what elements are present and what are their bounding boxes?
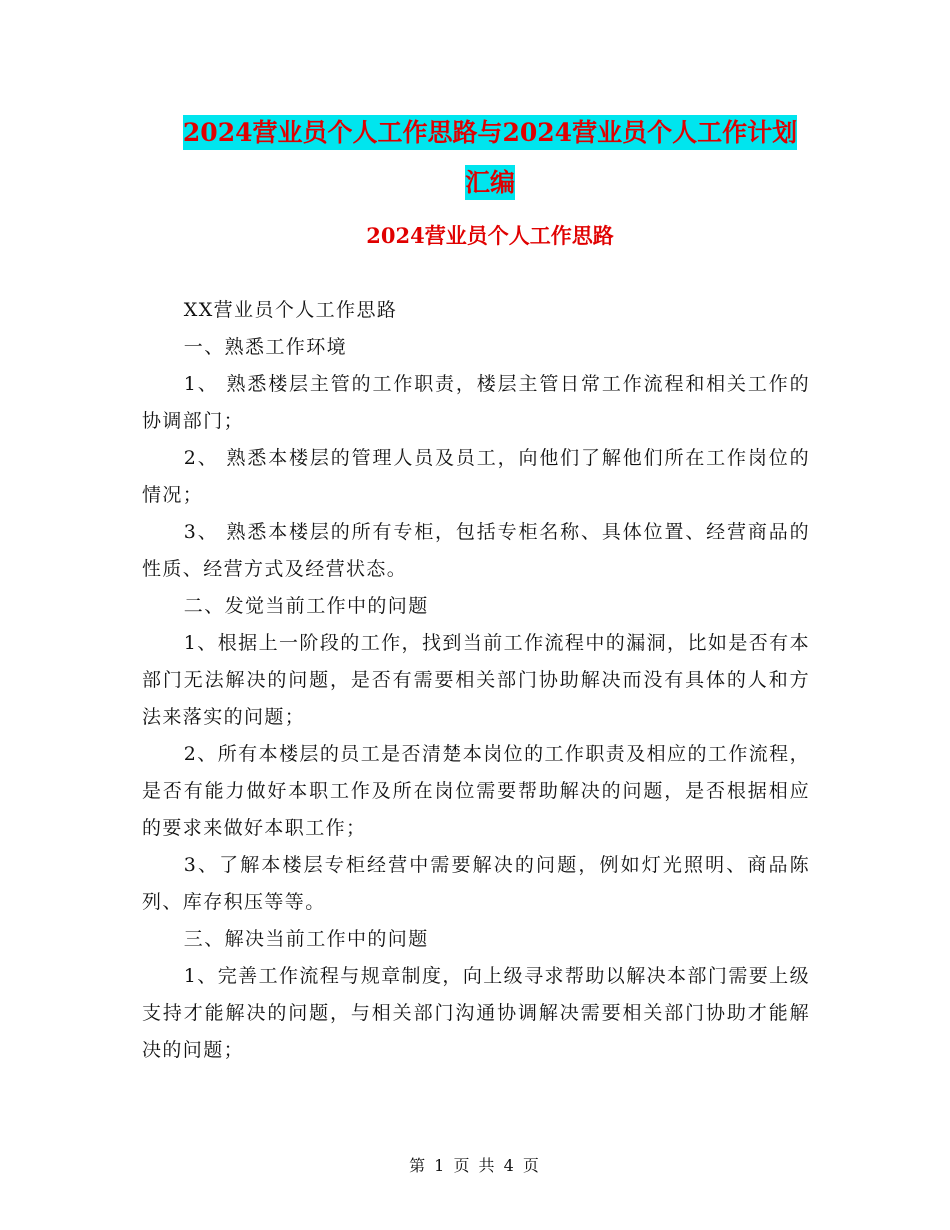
page-footer: 第 1 页 共 4 页 bbox=[409, 1156, 541, 1175]
paragraph: 2、所有本楼层的员工是否清楚本岗位的工作职责及相应的工作流程，是否有能力做好本职工作及所在岗位需要帮助解决的问题，是否根据相应的要求来做好本职工作； bbox=[142, 743, 810, 839]
section-title: 2024营业员个人工作思路 bbox=[366, 223, 614, 248]
paragraph: 1、根据上一阶段的工作，找到当前工作流程中的漏洞，比如是否有本部门无法解决的问题，是否有需要相关部门协助解决而没有具体的人和方法来落实的问题； bbox=[142, 632, 810, 728]
paragraph: 2、 熟悉本楼层的管理人员及员工，向他们了解他们所在工作岗位的情况； bbox=[142, 447, 810, 506]
paragraph: 1、 熟悉楼层主管的工作职责，楼层主管日常工作流程和相关工作的协调部门； bbox=[142, 373, 810, 432]
paragraph: 二、发觉当前工作中的问题 bbox=[183, 595, 429, 617]
paragraph: 三、解决当前工作中的问题 bbox=[183, 928, 429, 950]
paragraph: 1、完善工作流程与规章制度，向上级寻求帮助以解决本部门需要上级支持才能解决的问题，与相关部门沟通协调解决需要相关部门协助才能解决的问题； bbox=[142, 965, 810, 1061]
document-body bbox=[142, 292, 810, 1069]
paragraph: 3、 熟悉本楼层的所有专柜，包括专柜名称、具体位置、经营商品的性质、经营方式及经营状态。 bbox=[142, 521, 810, 580]
title-line-2: 汇编 bbox=[465, 165, 515, 200]
paragraph: 3、了解本楼层专柜经营中需要解决的问题，例如灯光照明、商品陈列、库存积压等等。 bbox=[142, 854, 810, 913]
document-title bbox=[140, 108, 840, 208]
paragraph: 一、熟悉工作环境 bbox=[183, 336, 347, 358]
paragraph: XX营业员个人工作思路 bbox=[183, 299, 398, 321]
title-line-1: 2024营业员个人工作思路与2024营业员个人工作计划 bbox=[183, 115, 797, 150]
